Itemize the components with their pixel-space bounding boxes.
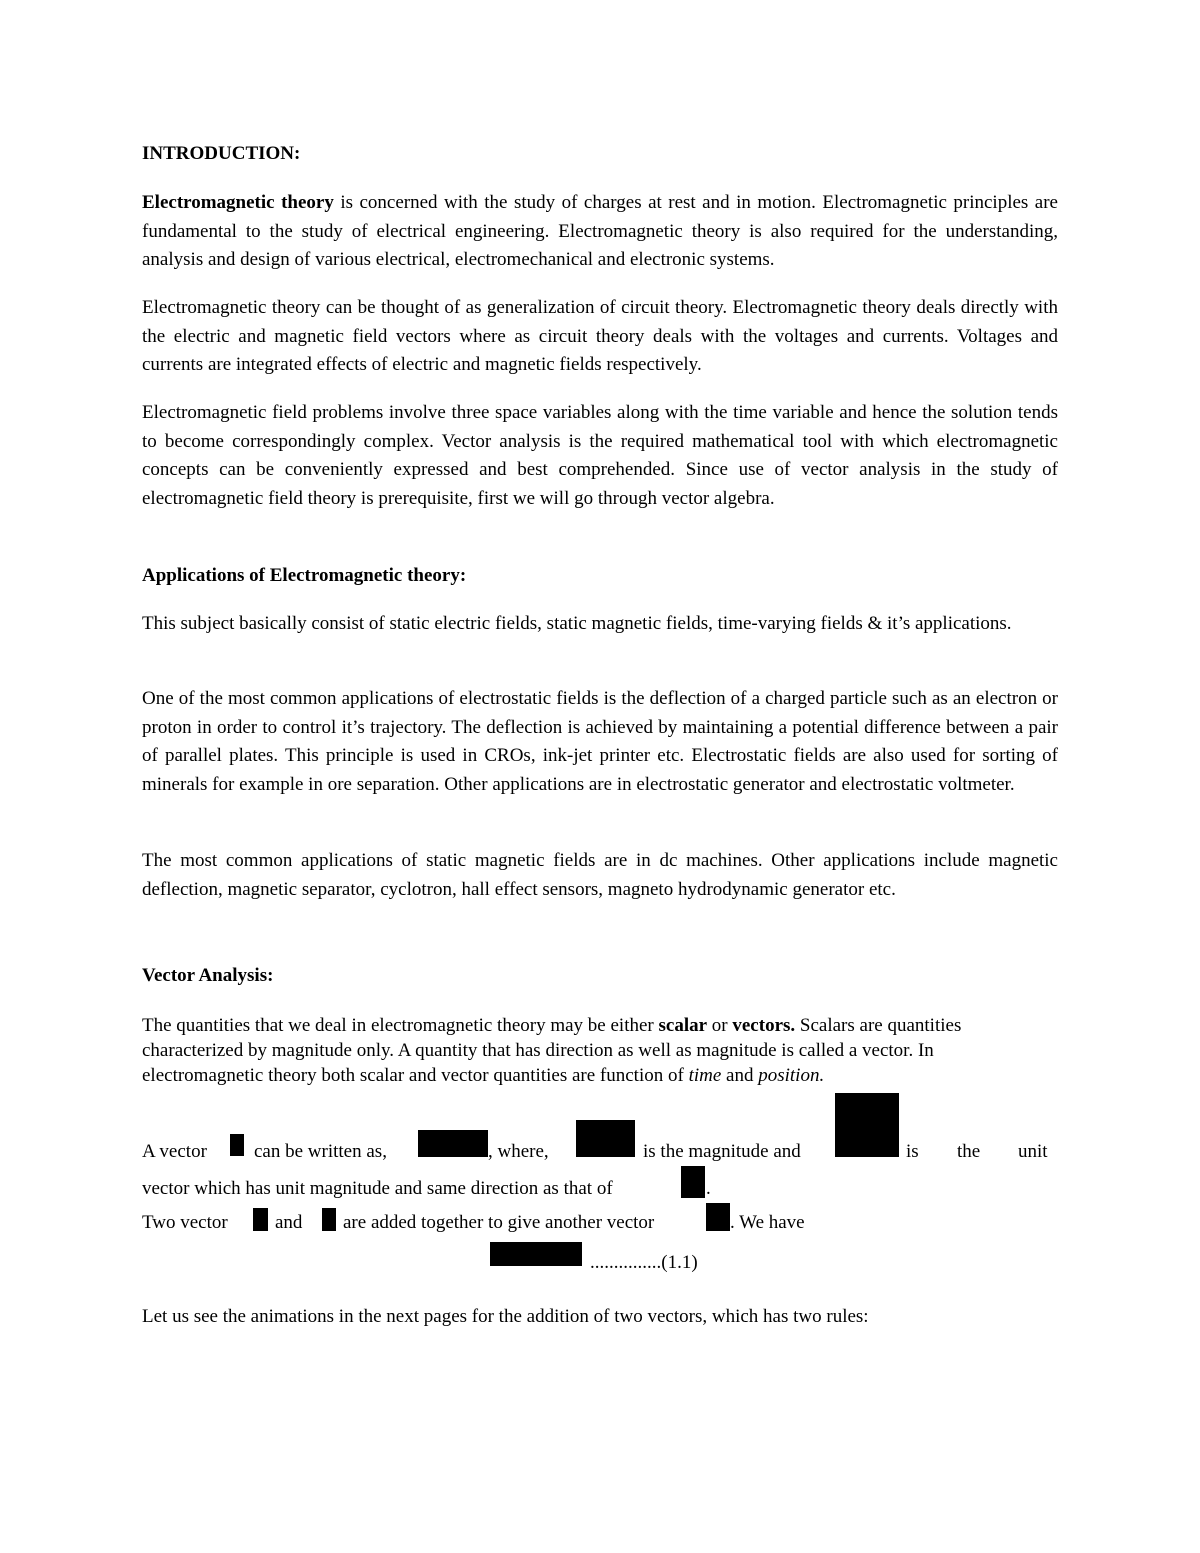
applications-paragraph-2: One of the most common applications of electrostatic fields is the deflection of a charged particle such as an electron or proton in order to control it’s trajectory. The deflection is achieved by maintaining a potential difference between a pair of parallel plates. This principle is used in CROs, ink-jet printer etc. Electrostatic fields are also used for sorting of minerals for example in ore separation. Other applications are in electrostatic generator and electrostatic voltmeter.: [142, 688, 1058, 795]
intro-p1-text: is concerned with the study of charges at rest and in motion. Electromagnetic principles are fundamental to the study of electrical engineering. Electromagnetic theory is also required for the understanding, analysis and design of various electrical, electromechanical and electronic systems.: [142, 192, 1058, 270]
vectors-term: vectors.: [732, 1015, 796, 1036]
time-term: time: [688, 1065, 722, 1086]
applications-heading: Applications of Electromagnetic theory:: [142, 565, 467, 586]
redacted-equation-image: [490, 1242, 582, 1266]
position-term: position.: [758, 1065, 825, 1086]
vector-definition-line-2: vector which has unit magnitude and same direction as that of .: [142, 1165, 1058, 1205]
redacted-equation-image: [418, 1130, 488, 1157]
scalar-term: scalar: [658, 1015, 708, 1036]
redacted-equation-image: [230, 1134, 244, 1156]
closing-line: Let us see the animations in the next pages for the addition of two vectors, which has two rules:: [142, 1306, 869, 1327]
equation-number: ...............(1.1): [590, 1252, 698, 1273]
vector-analysis-heading: Vector Analysis:: [142, 965, 274, 986]
intro-paragraph-2: Electromagnetic theory can be thought of as generalization of circuit theory. Electromagnetic theory deals directly with the electric and magnetic field vectors where as circuit theory deals with the voltages and currents. Voltages and currents are integrated effects of electric and magnetic fields respectively.: [142, 297, 1058, 375]
redacted-equation-image: [253, 1208, 268, 1231]
vector-definition-line: A vector can be written as, , where, is the magnitude and is the unit: [142, 1090, 1058, 1170]
equation-1-1: [142, 1240, 1058, 1280]
redacted-equation-image: [322, 1208, 336, 1231]
vector-addition-line: Two vector and are added together to give another vector . We have: [142, 1200, 1058, 1240]
redacted-equation-image: [576, 1120, 635, 1157]
applications-paragraph-1: This subject basically consist of static electric fields, static magnetic fields, time-varying fields & it’s applications.: [142, 613, 1012, 634]
intro-heading: INTRODUCTION:: [142, 143, 301, 164]
vector-analysis-paragraph: The quantities that we deal in electromagnetic theory may be either scalar or vectors. Scalars are quantities characterized by magnitude only. A quantity that has direction as well as magnitude is called a vector. In electromagnetic theory both scalar and vector quantities are function of time and position.: [142, 1015, 962, 1086]
redacted-equation-image: [835, 1093, 899, 1157]
intro-lead-term: Electromagnetic theory: [142, 192, 334, 213]
redacted-equation-image: [681, 1166, 705, 1198]
redacted-equation-image: [706, 1203, 730, 1231]
intro-paragraph-3: Electromagnetic field problems involve three space variables along with the time variable and hence the solution tends to become correspondingly complex. Vector analysis is the required mathematical tool with which electromagnetic concepts can be conveniently expressed and best comprehended. Since use of vector analysis in the study of electromagnetic field theory is prerequisite, first we will go through vector algebra.: [142, 402, 1058, 509]
applications-paragraph-3: The most common applications of static magnetic fields are in dc machines. Other applications include magnetic deflection, magnetic separator, cyclotron, hall effect sensors, magneto hydrodynamic generator etc.: [142, 850, 1058, 900]
intro-paragraph-1: [142, 189, 1058, 275]
